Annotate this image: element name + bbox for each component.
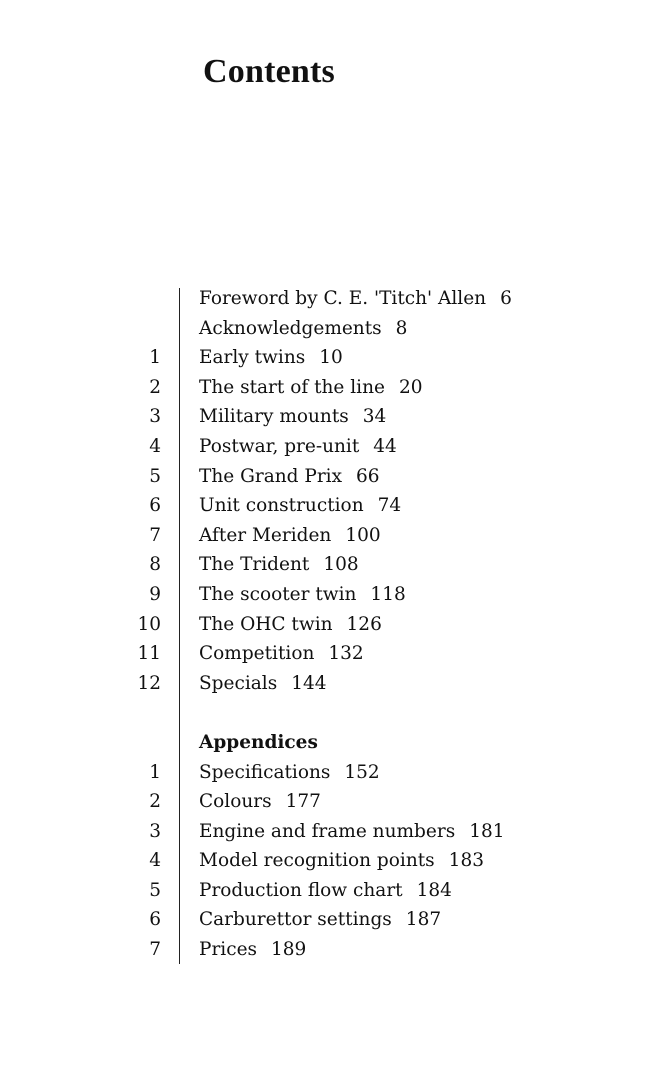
- entry-text: [199, 521, 381, 551]
- entry-page-number: 177: [285, 791, 321, 813]
- entry-text: [199, 669, 327, 699]
- entry-number: 3: [149, 406, 161, 428]
- table-of-contents: [0, 284, 650, 965]
- entry-text: [199, 876, 452, 906]
- appendix-row: [0, 846, 650, 876]
- entry-number: 5: [149, 879, 161, 901]
- entry-number: 1: [149, 761, 161, 783]
- entry-text: [199, 550, 359, 580]
- entry-title: The scooter twin: [199, 583, 357, 605]
- entry-page-number: 152: [344, 761, 380, 783]
- entry-number: 4: [149, 435, 161, 457]
- entry-text: [199, 935, 306, 965]
- entry-number: 11: [137, 643, 161, 665]
- entry-title: Specials: [199, 672, 278, 694]
- entry-title: Specifications: [199, 761, 331, 783]
- entry-page-number: 144: [291, 672, 327, 694]
- entry-number: 6: [149, 909, 161, 931]
- chapter-row: [0, 314, 650, 344]
- entry-title: Unit construction: [199, 495, 364, 517]
- entry-title: Production flow chart: [199, 879, 403, 901]
- entry-number: 9: [149, 583, 161, 605]
- entry-page-number: 189: [271, 939, 307, 961]
- entry-text: [199, 905, 441, 935]
- appendix-row: [0, 876, 650, 906]
- entry-page-number: 10: [319, 347, 343, 369]
- entry-text: [199, 491, 401, 521]
- entry-text: [199, 373, 423, 403]
- appendix-row: [0, 905, 650, 935]
- entry-title: Postwar, pre-unit: [199, 435, 360, 457]
- entry-text: [199, 817, 505, 847]
- entry-number: 2: [149, 791, 161, 813]
- appendices-heading-row: [0, 728, 650, 758]
- appendices-heading: Appendices: [199, 731, 318, 753]
- chapter-row: [0, 432, 650, 462]
- entry-number: 7: [149, 524, 161, 546]
- entry-number: 12: [137, 672, 161, 694]
- entry-page-number: 108: [323, 554, 359, 576]
- section-gap: [0, 698, 650, 728]
- entry-text: [199, 284, 512, 314]
- entry-page-number: 118: [370, 583, 406, 605]
- entry-title: Foreword by C. E. 'Titch' Allen: [199, 288, 487, 309]
- entry-title: Model recognition points: [199, 850, 435, 872]
- entry-number: 7: [149, 939, 161, 961]
- entry-page-number: 6: [500, 288, 512, 309]
- entry-text: [199, 402, 386, 432]
- entry-title: Competition: [199, 643, 315, 665]
- appendix-list: [0, 758, 650, 965]
- entry-page-number: 132: [328, 643, 364, 665]
- entry-title: The OHC twin: [199, 613, 333, 635]
- entry-text: [199, 432, 397, 462]
- appendix-row: [0, 935, 650, 965]
- page-title: Contents: [203, 53, 335, 90]
- entry-title: Engine and frame numbers: [199, 820, 456, 842]
- entry-page-number: 184: [416, 879, 452, 901]
- entry-title: Military mounts: [199, 406, 349, 428]
- entry-title: Colours: [199, 791, 272, 813]
- entry-number: 6: [149, 495, 161, 517]
- appendix-row: [0, 758, 650, 788]
- chapter-list: [0, 284, 650, 698]
- entry-text: [199, 639, 364, 669]
- entry-page-number: 34: [362, 406, 387, 428]
- entry-text: [199, 314, 407, 344]
- entry-title: Prices: [199, 939, 258, 961]
- chapter-row: [0, 521, 650, 551]
- entry-text: [199, 787, 321, 817]
- entry-text: [199, 580, 406, 610]
- chapter-row: [0, 580, 650, 610]
- entry-text: [199, 758, 380, 788]
- entry-title: The Grand Prix: [199, 465, 343, 487]
- entry-title: After Meriden: [199, 524, 332, 546]
- entry-number: 4: [149, 850, 161, 872]
- entry-page-number: 74: [377, 495, 402, 517]
- entry-title: Carburettor settings: [199, 909, 392, 931]
- chapter-row: [0, 550, 650, 580]
- entry-title: The Trident: [199, 554, 310, 576]
- entry-number: 1: [149, 347, 161, 369]
- chapter-row: [0, 462, 650, 492]
- chapter-row: [0, 343, 650, 373]
- chapter-row: [0, 284, 650, 314]
- appendix-row: [0, 787, 650, 817]
- entry-page-number: 66: [356, 465, 380, 487]
- chapter-row: [0, 639, 650, 669]
- entry-title: Acknowledgements: [199, 317, 382, 339]
- entry-page-number: 126: [346, 613, 382, 635]
- chapter-row: [0, 373, 650, 403]
- entry-page-number: 8: [395, 317, 408, 339]
- entry-text: [199, 462, 380, 492]
- entry-page-number: 44: [373, 435, 397, 457]
- chapter-row: [0, 669, 650, 699]
- entry-text: [199, 846, 484, 876]
- entry-page-number: 100: [345, 524, 381, 546]
- entry-title: Early twins: [199, 347, 306, 369]
- chapter-row: [0, 610, 650, 640]
- entry-page-number: 20: [398, 376, 423, 398]
- chapter-row: [0, 491, 650, 521]
- entry-number: 8: [149, 554, 161, 576]
- entry-page-number: 183: [448, 850, 484, 872]
- entry-title: The start of the line: [199, 376, 385, 398]
- entry-number: 2: [149, 376, 161, 398]
- chapter-row: [0, 402, 650, 432]
- entry-text: [199, 343, 343, 373]
- entry-page-number: 187: [405, 909, 442, 931]
- entry-number: 3: [149, 820, 161, 842]
- entry-number: 5: [149, 465, 161, 487]
- entry-number: 10: [137, 613, 161, 635]
- entry-page-number: 181: [469, 820, 505, 842]
- entry-text: [199, 610, 382, 640]
- appendix-row: [0, 817, 650, 847]
